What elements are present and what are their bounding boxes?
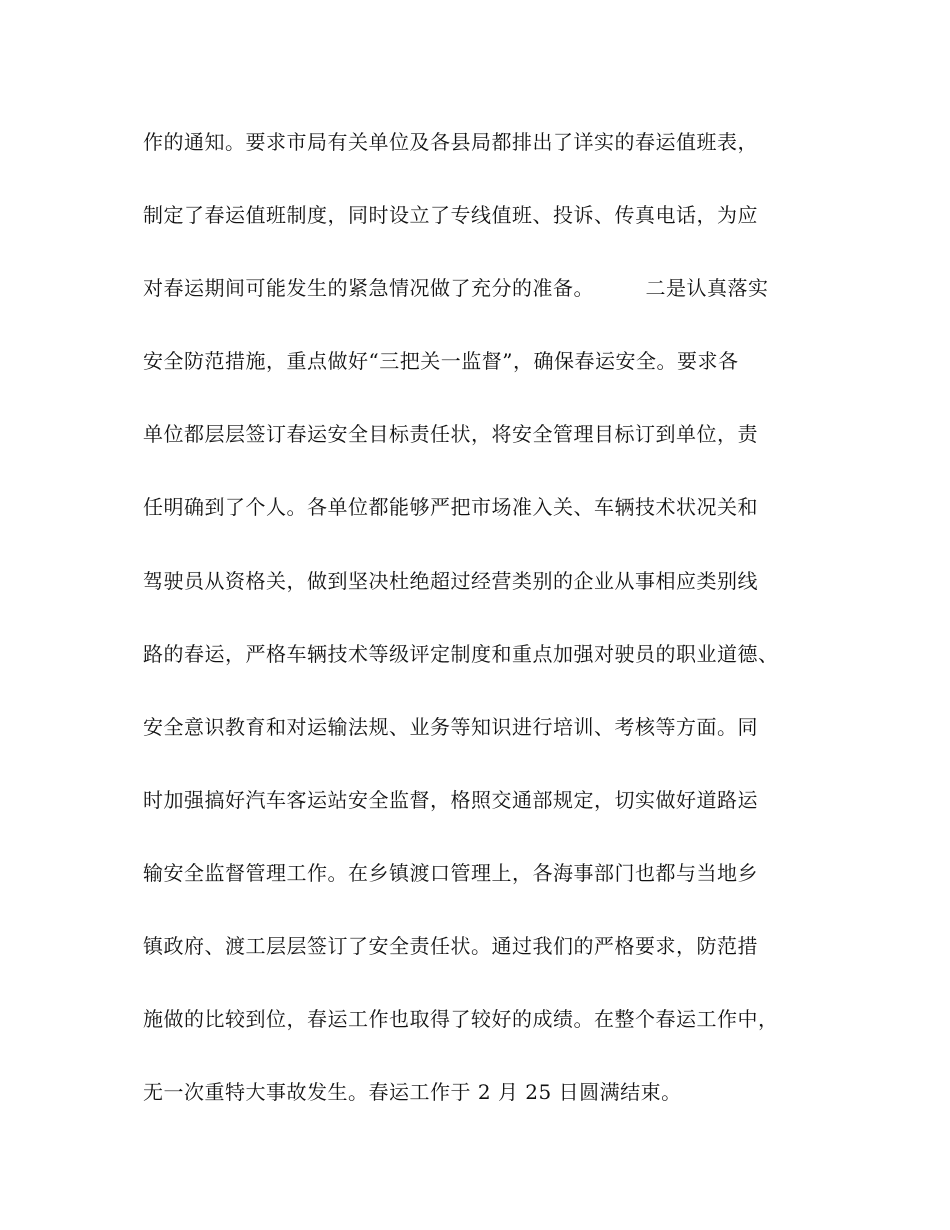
- text-line: 对春运期间可能发生的紧急情况做了充分的准备。 二是认真落实: [143, 276, 769, 301]
- text-line: 输安全监督管理工作。在乡镇渡口管理上，各海事部门也都与当地乡: [143, 860, 758, 885]
- body-text: [143, 122, 823, 1145]
- text-line: 驾驶员从资格关，做到坚决杜绝超过经营类别的企业从事相应类别线: [143, 568, 758, 593]
- text-line: 无一次重特大事故发生。春运工作于 2 月 25 日圆满结束。: [143, 1080, 682, 1105]
- text-line: 安全防范措施，重点做好“三把关一监督”，确保春运安全。要求各: [143, 349, 739, 374]
- text-line: 施做的比较到位，春运工作也取得了较好的成绩。在整个春运工作中，: [143, 1007, 779, 1032]
- text-line: 路的春运，严格车辆技术等级评定制度和重点加强对驶员的职业道德、: [143, 641, 779, 666]
- text-line: 安全意识教育和对运输法规、业务等知识进行培训、考核等方面。同: [143, 714, 758, 739]
- text-line: 镇政府、渡工层层签订了安全责任状。通过我们的严格要求，防范措: [143, 934, 758, 959]
- text-line: 制定了春运值班制度，同时设立了专线值班、投诉、传真电话，为应: [143, 203, 758, 228]
- text-line: 单位都层层签订春运安全目标责任状，将安全管理目标订到单位，责: [143, 422, 758, 447]
- text-line: 任明确到了个人。各单位都能够严把市场准入关、车辆技术状况关和: [143, 495, 758, 520]
- text-line: 作的通知。要求市局有关单位及各县局都排出了详实的春运值班表，: [143, 130, 758, 154]
- text-line: 时加强搞好汽车客运站安全监督，格照交通部规定，切实做好道路运: [143, 787, 758, 812]
